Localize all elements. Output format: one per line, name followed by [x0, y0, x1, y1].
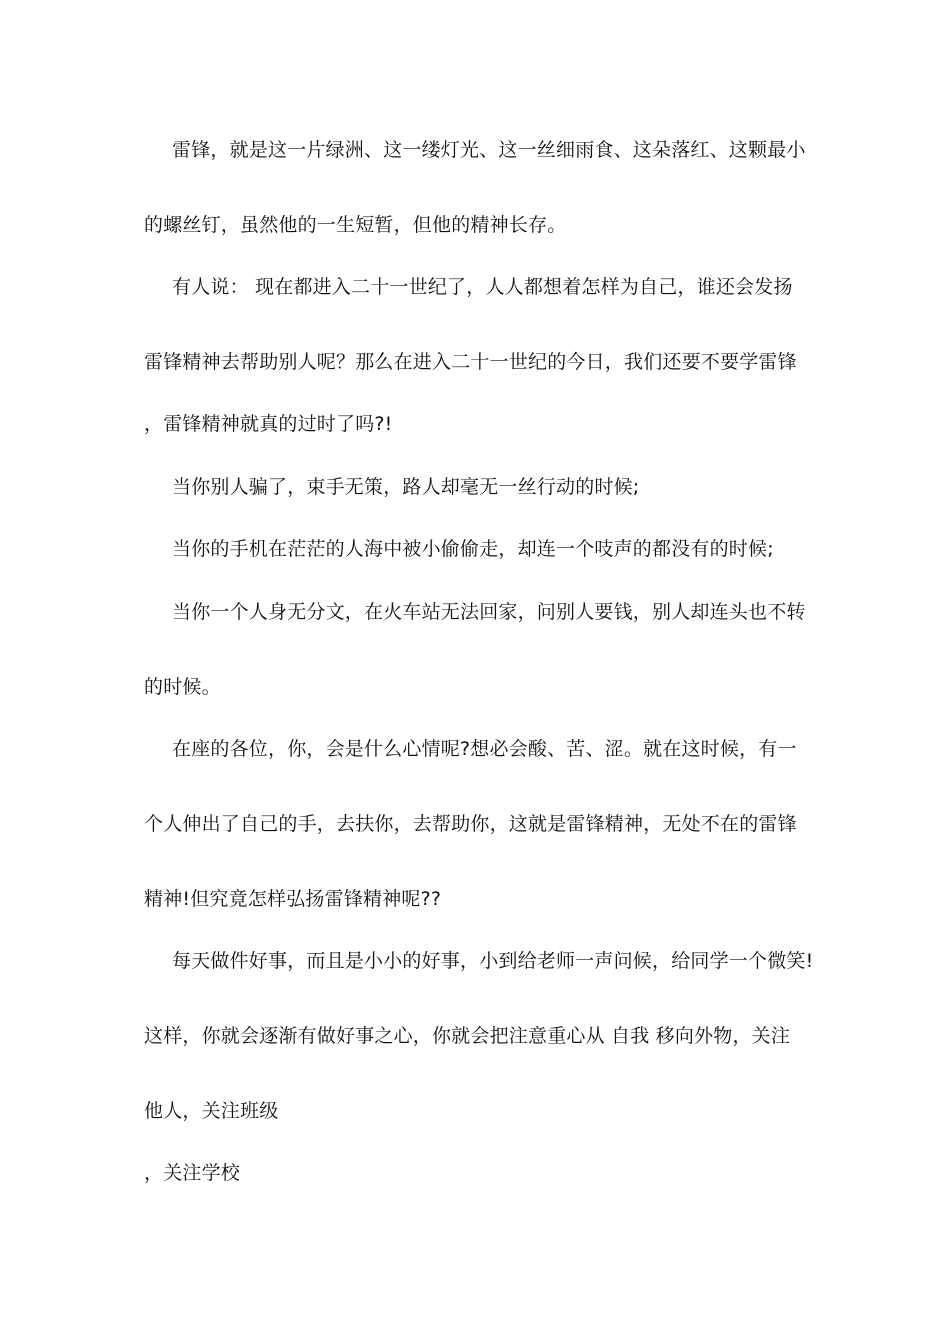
text-line: ，关注学校 — [144, 1162, 241, 1184]
text-line: ，雷锋精神就真的过时了吗?! — [144, 413, 393, 435]
text-line: 他人，关注班级 — [144, 1100, 279, 1122]
text-line: 每天做件好事，而且是小小的好事，小到给老师一声问候，给同学一个微笑! — [172, 950, 814, 972]
text-line: 的螺丝钉，虽然他的一生短暂，但他的精神长存。 — [144, 214, 567, 236]
text-line: 精神!但究竟怎样弘扬雷锋精神呢?? — [144, 888, 442, 910]
text-line: 在座的各位，你，会是什么心情呢?想必会酸、苦、涩。就在这时候，有一 — [172, 738, 797, 760]
text-line: 有人说： 现在都进入二十一世纪了，人人都想着怎样为自己，谁还会发扬 — [172, 276, 793, 298]
text-line: 当你别人骗了，束手无策，路人却毫无一丝行动的时候; — [172, 476, 640, 498]
text-line: 雷锋，就是这一片绿洲、这一缕灯光、这一丝细雨食、这朵落红、这颗最小 — [172, 139, 806, 161]
text-line: 这样，你就会逐渐有做好事之心，你就会把注意重心从 自我 移向外物，关注 — [144, 1025, 791, 1047]
text-line: 当你一个人身无分文，在火车站无法回家，问别人要钱，别人却连头也不转 — [172, 601, 806, 623]
text-line: 的时候。 — [144, 676, 221, 698]
text-line: 个人伸出了自己的手，去扶你，去帮助你，这就是雷锋精神，无处不在的雷锋 — [144, 813, 797, 835]
text-line: 雷锋精神去帮助别人呢？那么在进入二十一世纪的今日，我们还要不要学雷锋 — [144, 351, 797, 373]
text-line: 当你的手机在茫茫的人海中被小偷偷走，却连一个吱声的都没有的时候; — [172, 538, 774, 560]
